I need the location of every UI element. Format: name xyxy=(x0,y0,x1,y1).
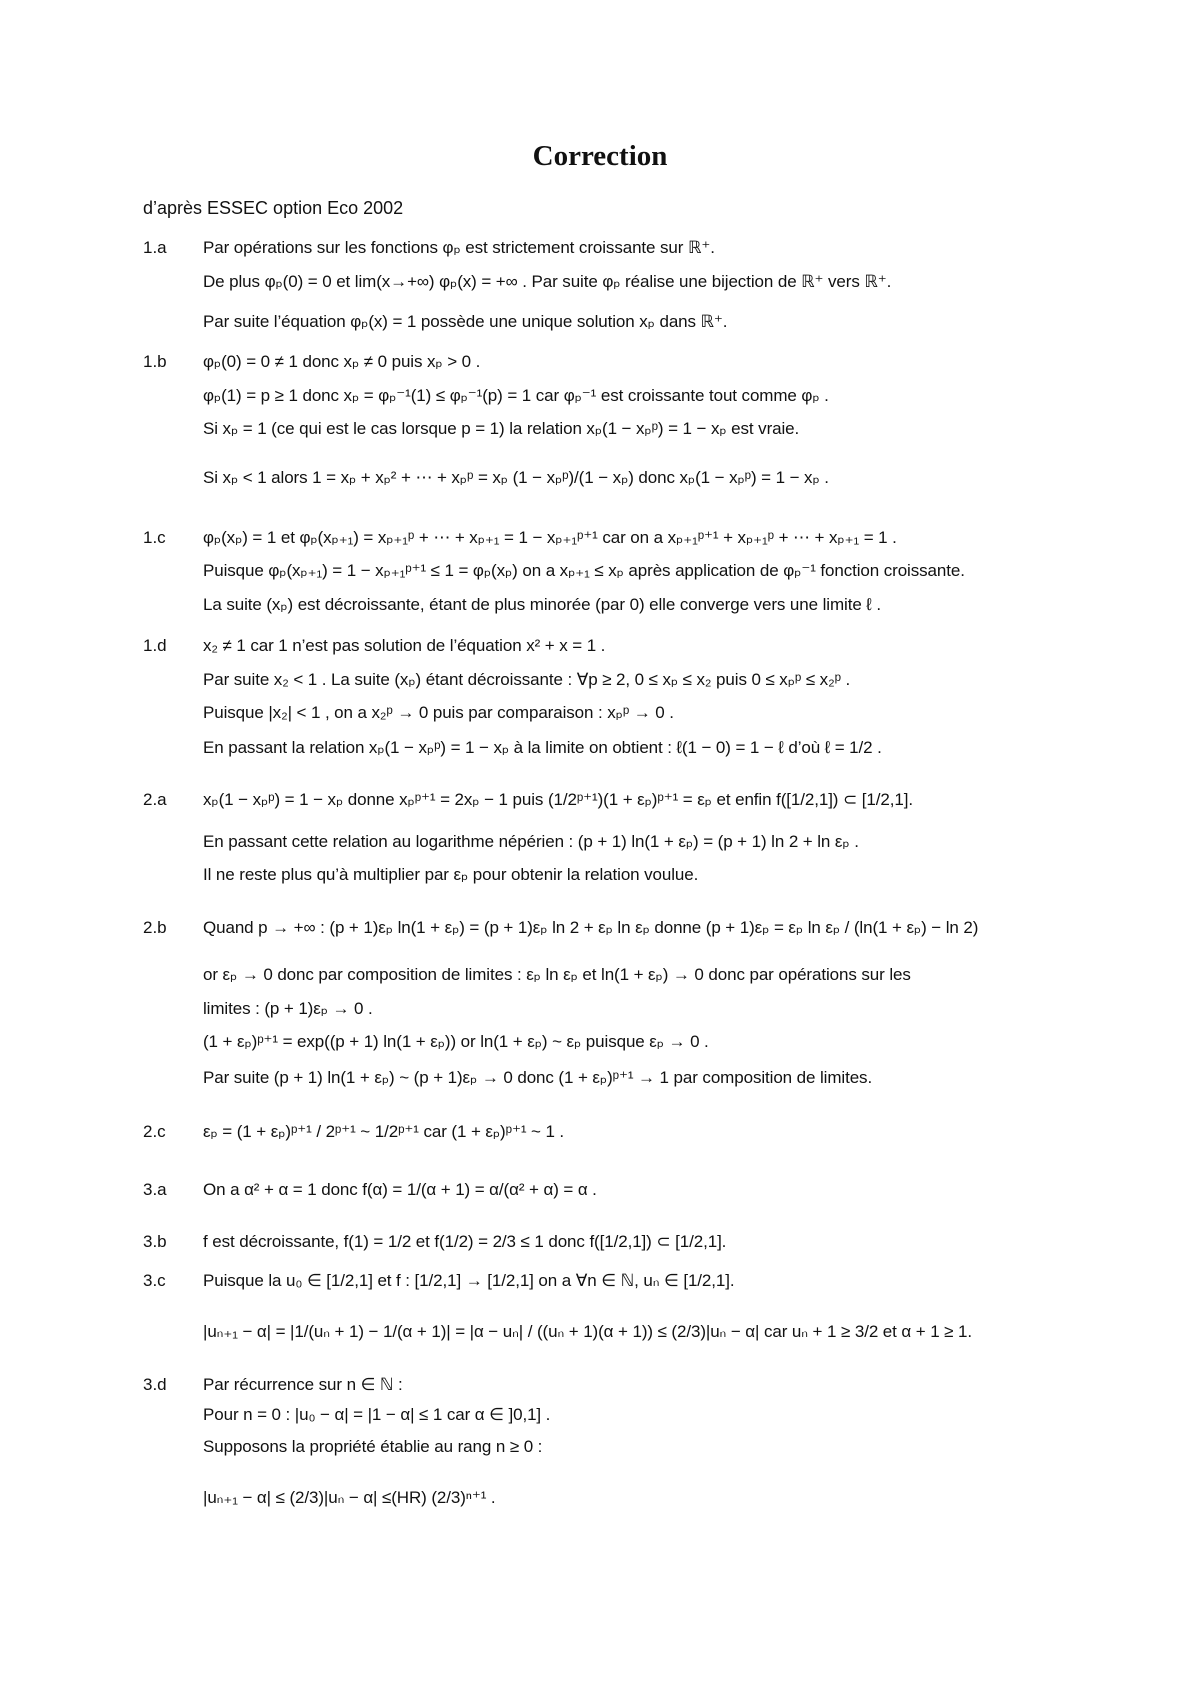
text-line: |uₙ₊₁ − α| ≤ (2/3)|uₙ − α| ≤(HR) (2/3)ⁿ⁺¹ . xyxy=(203,1488,496,1507)
text-line: Supposons la propriété établie au rang n ≥ 0 : xyxy=(203,1437,543,1456)
text-line: Puisque |x₂| < 1 , on a x₂ᵖ → 0 puis par comparaison : xₚᵖ → 0 . xyxy=(203,703,674,722)
text-line: f est décroissante, f(1) = 1/2 et f(1/2) = 2/3 ≤ 1 donc f([1/2,1]) ⊂ [1/2,1]. xyxy=(203,1232,727,1251)
section-label: 3.b xyxy=(143,1232,167,1251)
text-line: Puisque la u₀ ∈ [1/2,1] et f : [1/2,1] → [1/2,1] on a ∀n ∈ ℕ, uₙ ∈ [1/2,1]. xyxy=(203,1271,735,1290)
section-label: 3.c xyxy=(143,1271,166,1290)
text-line: x₂ ≠ 1 car 1 n’est pas solution de l’équation x² + x = 1 . xyxy=(203,636,606,655)
text-line: εₚ = (1 + εₚ)ᵖ⁺¹ / 2ᵖ⁺¹ ~ 1/2ᵖ⁺¹ car (1 + εₚ)ᵖ⁺¹ ~ 1 . xyxy=(203,1122,565,1141)
page-title: Correction xyxy=(532,140,668,172)
section-label: 1.a xyxy=(143,238,167,257)
text-line: φₚ(1) = p ≥ 1 donc xₚ = φₚ⁻¹(1) ≤ φₚ⁻¹(p) = 1 car φₚ⁻¹ est croissante tout comme φₚ . xyxy=(203,386,829,405)
text-line: Pour n = 0 : |u₀ − α| = |1 − α| ≤ 1 car α ∈ ]0,1] . xyxy=(203,1405,551,1424)
text-line: Par suite (p + 1) ln(1 + εₚ) ~ (p + 1)εₚ → 0 donc (1 + εₚ)ᵖ⁺¹ → 1 par composition de limites. xyxy=(203,1068,873,1087)
section-label: 3.d xyxy=(143,1375,167,1394)
text-line: Par suite l’équation φₚ(x) = 1 possède une unique solution xₚ dans ℝ⁺. xyxy=(203,312,728,331)
section-label: 2.c xyxy=(143,1122,166,1141)
text-line: Par opérations sur les fonctions φₚ est strictement croissante sur ℝ⁺. xyxy=(203,238,715,257)
text-line: Il ne reste plus qu’à multiplier par εₚ pour obtenir la relation voulue. xyxy=(203,865,699,884)
text-line: Par récurrence sur n ∈ ℕ : xyxy=(203,1375,403,1394)
section-label: 1.d xyxy=(143,636,167,655)
text-line: Si xₚ < 1 alors 1 = xₚ + xₚ² + ⋯ + xₚᵖ = xₚ (1 − xₚᵖ)/(1 − xₚ) donc xₚ(1 − xₚᵖ) = 1 − xₚ . xyxy=(203,468,829,487)
section-label: 1.b xyxy=(143,352,167,371)
text-line: De plus φₚ(0) = 0 et lim(x→+∞) φₚ(x) = +∞ . Par suite φₚ réalise une bijection de ℝ⁺ vers ℝ⁺. xyxy=(203,272,892,291)
text-line: φₚ(0) = 0 ≠ 1 donc xₚ ≠ 0 puis xₚ > 0 . xyxy=(203,352,481,371)
text-line: Quand p → +∞ : (p + 1)εₚ ln(1 + εₚ) = (p + 1)εₚ ln 2 + εₚ ln εₚ donne (p + 1)εₚ = εₚ ln εₚ / (ln(1 + εₚ) − ln 2) xyxy=(203,918,979,937)
text-line: xₚ(1 − xₚᵖ) = 1 − xₚ donne xₚᵖ⁺¹ = 2xₚ − 1 puis (1/2ᵖ⁺¹)(1 + εₚ)ᵖ⁺¹ = εₚ et enfin f([1/2,1]) ⊂ [1/2,1]. xyxy=(203,790,913,809)
document-subtitle: d’après ESSEC option Eco 2002 xyxy=(143,198,404,218)
text-line: limites : (p + 1)εₚ → 0 . xyxy=(203,999,373,1018)
text-line: φₚ(xₚ) = 1 et φₚ(xₚ₊₁) = xₚ₊₁ᵖ + ⋯ + xₚ₊₁ = 1 − xₚ₊₁ᵖ⁺¹ car on a xₚ₊₁ᵖ⁺¹ + xₚ₊₁ᵖ + ⋯ + xₚ₊₁ = 1 . xyxy=(203,528,897,547)
text-line: La suite (xₚ) est décroissante, étant de plus minorée (par 0) elle converge vers une limite ℓ . xyxy=(203,595,881,614)
section-label: 3.a xyxy=(143,1180,167,1199)
text-line: or εₚ → 0 donc par composition de limites : εₚ ln εₚ et ln(1 + εₚ) → 0 donc par opérations sur les xyxy=(203,965,911,984)
section-label: 1.c xyxy=(143,528,166,547)
section-label: 2.b xyxy=(143,918,167,937)
text-line: Si xₚ = 1 (ce qui est le cas lorsque p = 1) la relation xₚ(1 − xₚᵖ) = 1 − xₚ est vraie. xyxy=(203,419,800,438)
text-line: Par suite x₂ < 1 . La suite (xₚ) étant décroissante : ∀p ≥ 2, 0 ≤ xₚ ≤ x₂ puis 0 ≤ xₚᵖ ≤ x₂ᵖ . xyxy=(203,670,851,689)
text-line: Puisque φₚ(xₚ₊₁) = 1 − xₚ₊₁ᵖ⁺¹ ≤ 1 = φₚ(xₚ) on a xₚ₊₁ ≤ xₚ après application de φₚ⁻¹ fonction croissante. xyxy=(203,561,965,580)
text-line: En passant la relation xₚ(1 − xₚᵖ) = 1 − xₚ à la limite on obtient : ℓ(1 − 0) = 1 − ℓ d’où ℓ = 1/2 . xyxy=(203,738,882,757)
text-line: On a α² + α = 1 donc f(α) = 1/(α + 1) = α/(α² + α) = α . xyxy=(203,1180,597,1199)
text-line: (1 + εₚ)ᵖ⁺¹ = exp((p + 1) ln(1 + εₚ)) or ln(1 + εₚ) ~ εₚ puisque εₚ → 0 . xyxy=(203,1032,709,1051)
section-label: 2.a xyxy=(143,790,167,809)
text-line: En passant cette relation au logarithme népérien : (p + 1) ln(1 + εₚ) = (p + 1) ln 2 + ln εₚ . xyxy=(203,832,859,851)
text-line: |uₙ₊₁ − α| = |1/(uₙ + 1) − 1/(α + 1)| = |α − uₙ| / ((uₙ + 1)(α + 1)) ≤ (2/3)|uₙ − α| car uₙ + 1 ≥ 3/2 et α + 1 ≥ 1. xyxy=(203,1322,973,1341)
